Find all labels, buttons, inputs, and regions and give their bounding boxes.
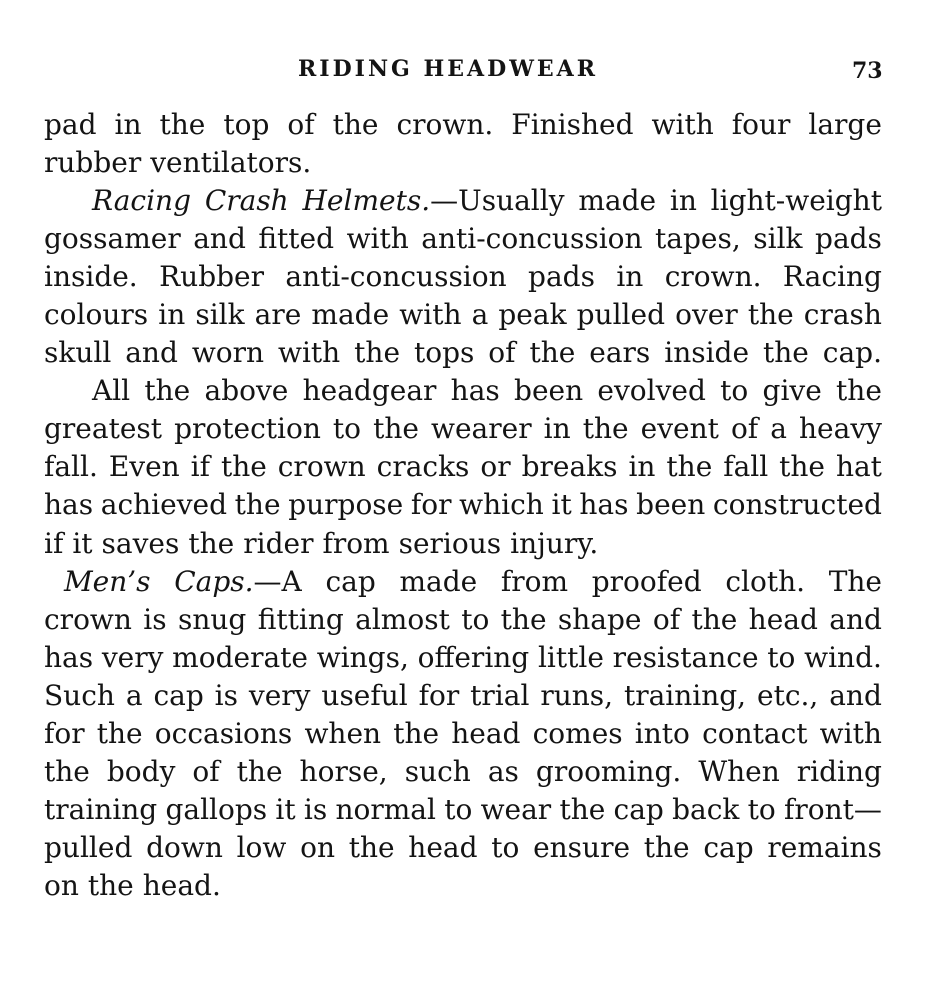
word: cap	[613, 792, 664, 826]
word: in	[669, 184, 697, 218]
word: rubber	[44, 146, 142, 180]
word: a	[770, 412, 787, 446]
word: to	[491, 830, 520, 864]
word: of	[192, 754, 220, 788]
text-line	[44, 372, 882, 410]
word: if	[44, 526, 64, 560]
word: fitting	[257, 602, 344, 636]
word: to	[747, 792, 776, 826]
word: if	[190, 450, 210, 484]
word: silk	[195, 298, 245, 332]
word: in	[616, 260, 644, 294]
word: give	[762, 374, 822, 408]
word: the	[348, 830, 395, 864]
word: achieved	[100, 488, 228, 522]
word: Racing	[782, 260, 882, 294]
word: tops	[413, 336, 475, 370]
word: worn	[191, 336, 265, 370]
word: has	[44, 488, 94, 522]
word: event	[640, 412, 719, 446]
word: riding	[796, 754, 882, 788]
word: it	[275, 792, 296, 826]
word: All	[92, 374, 131, 408]
word: the	[236, 754, 283, 788]
word: the	[559, 792, 606, 826]
text-line	[44, 296, 882, 334]
word: little	[537, 640, 604, 674]
word: silk	[753, 222, 803, 256]
word: occasions	[154, 716, 293, 750]
word: from	[322, 526, 390, 560]
word: large	[808, 108, 882, 141]
word: or	[480, 450, 511, 484]
word: protection	[174, 412, 321, 446]
word: inside.	[44, 260, 138, 294]
word: Such	[44, 678, 115, 712]
word: trial	[470, 678, 530, 712]
word: cap	[703, 830, 754, 864]
word: almost	[355, 602, 450, 636]
word: wings,	[316, 640, 409, 674]
text-line	[44, 258, 882, 296]
text-line	[44, 525, 882, 563]
word: crash	[803, 298, 882, 332]
word: in	[114, 108, 142, 141]
word: the	[779, 450, 825, 484]
word: the	[666, 450, 713, 484]
word: body	[106, 754, 176, 788]
word: When	[698, 754, 780, 788]
text-line	[44, 106, 882, 144]
word: back	[672, 792, 740, 826]
word: to	[332, 412, 362, 446]
word: the	[44, 754, 90, 788]
text-line	[44, 220, 882, 258]
word: with	[278, 336, 341, 370]
word: over	[675, 298, 738, 332]
word: top	[223, 108, 270, 141]
word: shape	[557, 602, 642, 636]
word: the	[220, 450, 267, 484]
word: to	[461, 602, 490, 636]
word: fall.	[44, 450, 98, 484]
word: of	[287, 108, 315, 141]
word: head	[748, 602, 818, 636]
word: the	[144, 374, 191, 408]
word: purpose	[288, 488, 404, 522]
text-line	[44, 753, 882, 791]
word: snug	[177, 602, 247, 636]
word: pad	[44, 108, 97, 141]
word: as	[487, 754, 519, 788]
word: breaks	[521, 450, 618, 484]
word: which	[459, 488, 544, 522]
text-line	[44, 144, 882, 182]
word: ventilators.	[150, 146, 312, 180]
word: horse,	[299, 754, 388, 788]
word: Men’s	[64, 564, 151, 598]
word: the	[762, 336, 809, 370]
word: light-weight	[710, 184, 882, 218]
text-line	[44, 410, 882, 448]
word: cap	[325, 564, 376, 598]
running-title: RIDING HEADWEAR	[298, 56, 599, 82]
word: four	[731, 108, 791, 141]
word: the	[188, 526, 235, 560]
word: crown.	[396, 108, 494, 141]
word: skull	[44, 336, 112, 370]
word: normal	[335, 792, 436, 826]
word: saves	[101, 526, 180, 560]
word: is	[303, 792, 328, 826]
text-line	[44, 829, 882, 867]
word: wind.	[804, 640, 882, 674]
word: the	[393, 716, 440, 750]
word: offering	[417, 640, 530, 674]
text-line	[44, 677, 882, 715]
word: cap	[153, 678, 204, 712]
word: peak	[498, 298, 567, 332]
word: a	[125, 678, 143, 712]
word: crown.	[664, 260, 762, 294]
word: wear	[480, 792, 552, 826]
word: when	[304, 716, 382, 750]
word: the	[159, 108, 206, 141]
word: to	[720, 374, 749, 408]
word: of	[730, 412, 759, 446]
word: gallops	[165, 792, 268, 826]
word: and	[829, 678, 882, 712]
word: Helmets.—Usually	[302, 184, 565, 218]
word: training	[44, 792, 158, 826]
word: the	[373, 412, 419, 446]
word: to	[767, 640, 796, 674]
word: and	[829, 602, 882, 636]
word: The	[828, 564, 882, 598]
word: colours	[44, 298, 149, 332]
word: on	[44, 868, 79, 902]
word: crown	[44, 602, 132, 636]
word: resistance	[612, 640, 759, 674]
word: ears	[589, 336, 651, 370]
word: on	[300, 830, 335, 864]
word: training,	[623, 678, 747, 712]
word: front—	[783, 792, 882, 826]
word: cloth.	[725, 564, 806, 598]
word: gossamer	[44, 222, 181, 256]
word: made	[578, 184, 657, 218]
word: useful	[321, 678, 408, 712]
word: hat	[835, 450, 882, 484]
text-line	[44, 182, 882, 220]
word: been	[636, 488, 706, 522]
word: the	[529, 336, 576, 370]
word: Rubber	[159, 260, 265, 294]
word: for	[44, 716, 85, 750]
word: has	[44, 640, 94, 674]
word: head	[408, 830, 478, 864]
word: with	[651, 108, 714, 141]
word: anti-concussion	[421, 222, 643, 256]
word: the	[582, 412, 629, 446]
word: with	[346, 222, 409, 256]
word: made	[311, 298, 390, 332]
word: very	[248, 678, 311, 712]
word: it	[551, 488, 572, 522]
word: with	[399, 298, 462, 332]
text-line	[44, 486, 882, 524]
word: to	[444, 792, 473, 826]
word: injury.	[510, 526, 599, 560]
word: pulled	[44, 830, 133, 864]
word: it	[72, 526, 93, 560]
word: anti-concussion	[285, 260, 507, 294]
text-line	[44, 563, 882, 601]
text-line	[44, 334, 882, 372]
page-number: 73	[852, 58, 883, 84]
word: head.	[142, 868, 221, 902]
word: inside	[664, 336, 750, 370]
text-line	[44, 791, 882, 829]
word: pads	[528, 260, 595, 294]
word: Even	[108, 450, 180, 484]
word: from	[500, 564, 569, 598]
word: the	[234, 488, 281, 522]
word: ensure	[533, 830, 631, 864]
word: cap.	[822, 336, 882, 370]
word: of	[488, 336, 516, 370]
word: in	[543, 412, 571, 446]
word: the	[354, 336, 401, 370]
word: constructed	[712, 488, 882, 522]
word: pulled	[576, 298, 665, 332]
word: has	[450, 374, 500, 408]
word: the	[96, 716, 143, 750]
word: for	[410, 488, 452, 522]
word: low	[236, 830, 287, 864]
word: of	[652, 602, 681, 636]
word: Caps.—A	[174, 564, 302, 598]
running-head	[0, 56, 932, 90]
word: pads	[815, 222, 882, 256]
word: the	[87, 868, 134, 902]
word: has	[579, 488, 629, 522]
word: above	[204, 374, 289, 408]
word: etc.,	[757, 678, 819, 712]
word: contact	[702, 716, 808, 750]
word: fall	[723, 450, 769, 484]
word: wearer	[431, 412, 532, 446]
word: head	[451, 716, 521, 750]
word: heavy	[799, 412, 882, 446]
word: evolved	[597, 374, 706, 408]
body-text	[44, 106, 882, 905]
word: with	[819, 716, 882, 750]
word: greatest	[44, 412, 163, 446]
word: serious	[398, 526, 502, 560]
word: in	[628, 450, 656, 484]
word: moderate	[172, 640, 308, 674]
word: fitted	[258, 222, 335, 256]
word: remains	[767, 830, 882, 864]
word: the	[836, 374, 882, 408]
word: the	[332, 108, 379, 141]
word: is	[214, 678, 238, 712]
word: such	[404, 754, 471, 788]
word: for	[418, 678, 460, 712]
text-line	[44, 448, 882, 486]
word: in	[158, 298, 186, 332]
word: a	[471, 298, 489, 332]
word: proofed	[591, 564, 702, 598]
word: tapes,	[655, 222, 741, 256]
word: into	[634, 716, 690, 750]
word: crown	[277, 450, 366, 484]
word: rider	[243, 526, 314, 560]
text-line	[44, 639, 882, 677]
word: grooming.	[535, 754, 682, 788]
word: down	[146, 830, 223, 864]
word: are	[254, 298, 302, 332]
word: Finished	[511, 108, 634, 141]
word: the	[691, 602, 738, 636]
word: and	[125, 336, 178, 370]
word: headgear	[302, 374, 437, 408]
word: been	[514, 374, 584, 408]
text-line	[44, 867, 882, 905]
word: the	[500, 602, 547, 636]
word: made	[399, 564, 478, 598]
word: comes	[532, 716, 623, 750]
word: is	[143, 602, 167, 636]
word: Racing	[92, 184, 192, 218]
word: cracks	[376, 450, 470, 484]
word: the	[643, 830, 690, 864]
word: runs,	[540, 678, 614, 712]
text-line	[44, 601, 882, 639]
word: and	[193, 222, 246, 256]
word: Crash	[204, 184, 289, 218]
text-line	[44, 715, 882, 753]
word: the	[747, 298, 794, 332]
word: very	[101, 640, 164, 674]
